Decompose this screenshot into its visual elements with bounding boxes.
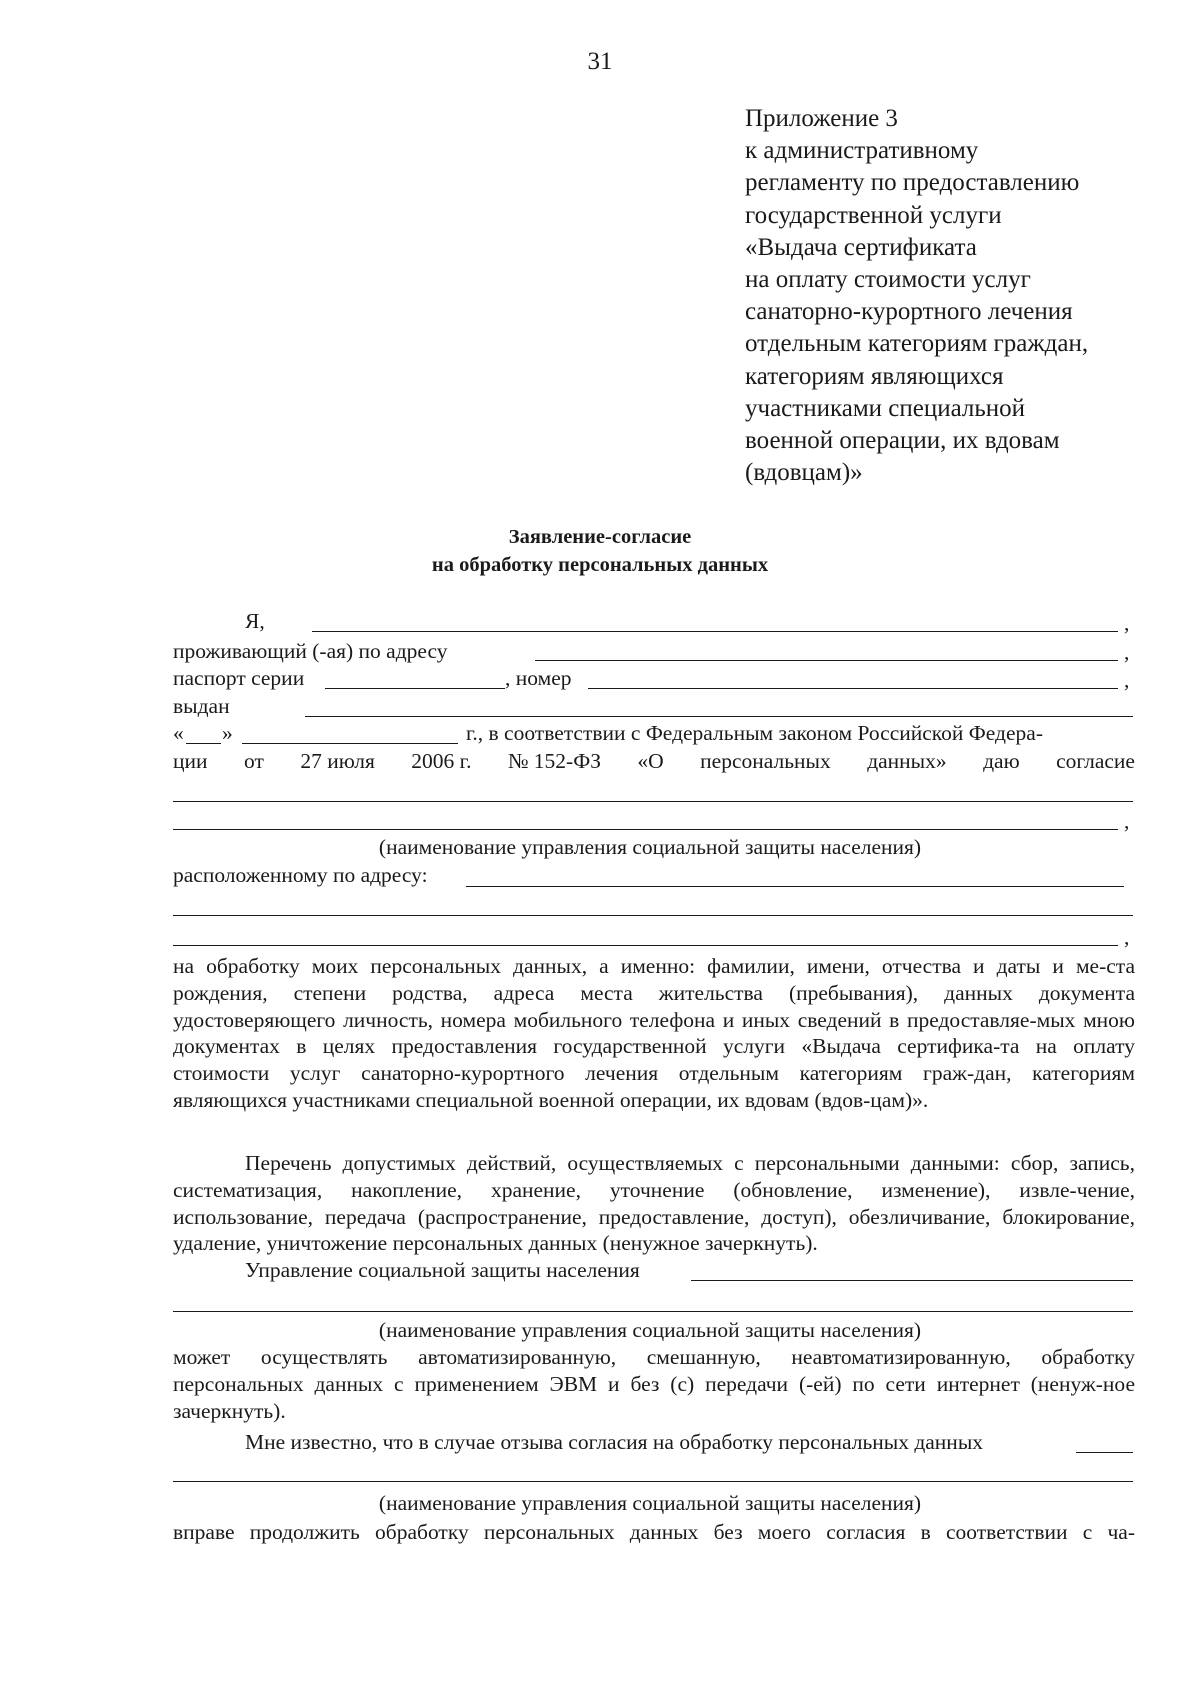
organization-caption: (наименование управления социальной защиты населения) xyxy=(378,1318,922,1342)
organization-caption: (наименование управления социальной защиты населения) xyxy=(378,1491,922,1515)
passport-series-field[interactable] xyxy=(325,688,505,689)
organization-address-field-2[interactable] xyxy=(173,915,1133,916)
consent-scope-paragraph: на обработку моих персональных данных, а именно: фамилии, имени, отчества и даты и ме-ста рождения, степени родства, адреса места жительства (пребывания), данных документа удостоверяющего личность, номера мобильного телефона и иных сведений в предоставляе-мых мною документах в целях предоставления государственной услуги «Выдача сертифика-та на оплату стоимости услуг санаторно-курортного лечения отдельным категориям граж-дан, категориям являющихся участниками специальной военной операции, их вдовам (вдов-цам)». xyxy=(173,954,1135,1112)
quote-open: « xyxy=(173,721,184,745)
address-field[interactable] xyxy=(535,660,1118,661)
law-word: от xyxy=(243,749,264,773)
appendix-line: на оплату стоимости услуг xyxy=(745,266,1031,294)
issued-by-field[interactable] xyxy=(305,716,1133,717)
document-title xyxy=(0,523,1200,579)
label-residing: проживающий (-ая) по адресу xyxy=(173,639,448,663)
law-word: данных» xyxy=(867,749,947,773)
law-word: «О xyxy=(637,749,664,773)
comma: , xyxy=(1124,925,1130,949)
organization-field-line-2[interactable] xyxy=(173,829,1118,830)
full-name-field[interactable] xyxy=(312,631,1118,632)
quote-close: » xyxy=(222,721,233,745)
appendix-line: (вдовцам)» xyxy=(745,459,863,487)
organization-address-field-3[interactable] xyxy=(173,945,1118,946)
label-passport-series: паспорт серии xyxy=(173,666,305,690)
label-number: , номер xyxy=(505,666,572,690)
law-word: 2006 г. xyxy=(411,749,472,773)
appendix-line: к административному xyxy=(745,137,979,165)
appendix-line: регламенту по предоставлению xyxy=(745,169,1080,197)
issue-day-field[interactable] xyxy=(186,743,221,744)
appendix-line: военной операции, их вдовам xyxy=(745,427,1060,455)
passport-number-field[interactable] xyxy=(588,688,1118,689)
withdrawal-field[interactable] xyxy=(1076,1452,1133,1453)
page-number: 31 xyxy=(587,48,613,75)
appendix-line: отдельным категориям граждан, xyxy=(745,330,1089,358)
comma: , xyxy=(1124,640,1130,664)
appendix-line: участниками специальной xyxy=(745,394,1026,422)
appendix-line: государственной услуги xyxy=(745,201,1002,229)
law-word: согласие xyxy=(1056,749,1135,773)
comma: , xyxy=(1124,809,1130,833)
continue-line: вправе продолжить обработку персональных данных без моего согласия в соответствии с ча- xyxy=(173,1520,1135,1544)
label-ya: Я, xyxy=(245,609,265,633)
law-word: 27 июля xyxy=(300,749,375,773)
label-issued: выдан xyxy=(173,694,230,718)
organization-caption: (наименование управления социальной защиты населения) xyxy=(378,835,922,859)
appendix-line: категориям являющихся xyxy=(745,362,1004,390)
comma: , xyxy=(1124,611,1130,635)
department-field-2[interactable] xyxy=(173,1311,1133,1312)
title-line-2: на обработку персональных данных xyxy=(431,554,769,576)
appendix-line: санаторно-курортного лечения xyxy=(745,298,1073,326)
comma: , xyxy=(1124,668,1130,692)
law-word: персональных xyxy=(700,749,831,773)
withdrawal-text: Мне известно, что в случае отзыва согласия на обработку персональных данных xyxy=(245,1430,984,1454)
actions-paragraph: Перечень допустимых действий, осуществляемых с персональными данными: сбор, запись, систематизация, накопление, хранение, уточнение (обновление, изменение), извле-чение, использование, передача (распространение, предоставление, доступ), обезличивание, блокирование, удаление, уничтожение персональных данных (ненужное зачеркнуть). xyxy=(173,1151,1135,1256)
organization-address-field[interactable] xyxy=(466,886,1124,887)
appendix-block xyxy=(745,103,1185,489)
processing-paragraph: может осуществлять автоматизированную, смешанную, неавтоматизированную, обработку персональных данных с применением ЭВМ и без (с) передачи (-ей) по сети интернет (ненуж-ное зачеркнуть). xyxy=(173,1345,1135,1423)
appendix-line: Приложение 3 xyxy=(745,105,898,132)
label-located-at: расположенному по адресу: xyxy=(173,863,428,887)
title-line-1: Заявление-согласие xyxy=(508,526,692,548)
appendix-line: «Выдача сертификата xyxy=(745,233,977,261)
department-field[interactable] xyxy=(691,1280,1133,1281)
organization-field-line-1[interactable] xyxy=(173,801,1133,802)
law-word: ции xyxy=(173,749,208,773)
withdrawal-field-2[interactable] xyxy=(173,1481,1133,1482)
date-statement: г., в соответствии с Федеральным законом Российской Федера- xyxy=(466,721,1043,745)
issue-month-year-field[interactable] xyxy=(242,743,458,744)
law-line xyxy=(173,747,1135,775)
law-word: № 152-ФЗ xyxy=(507,749,601,773)
law-word: даю xyxy=(983,749,1020,773)
department-label: Управление социальной защиты населения xyxy=(245,1258,640,1282)
